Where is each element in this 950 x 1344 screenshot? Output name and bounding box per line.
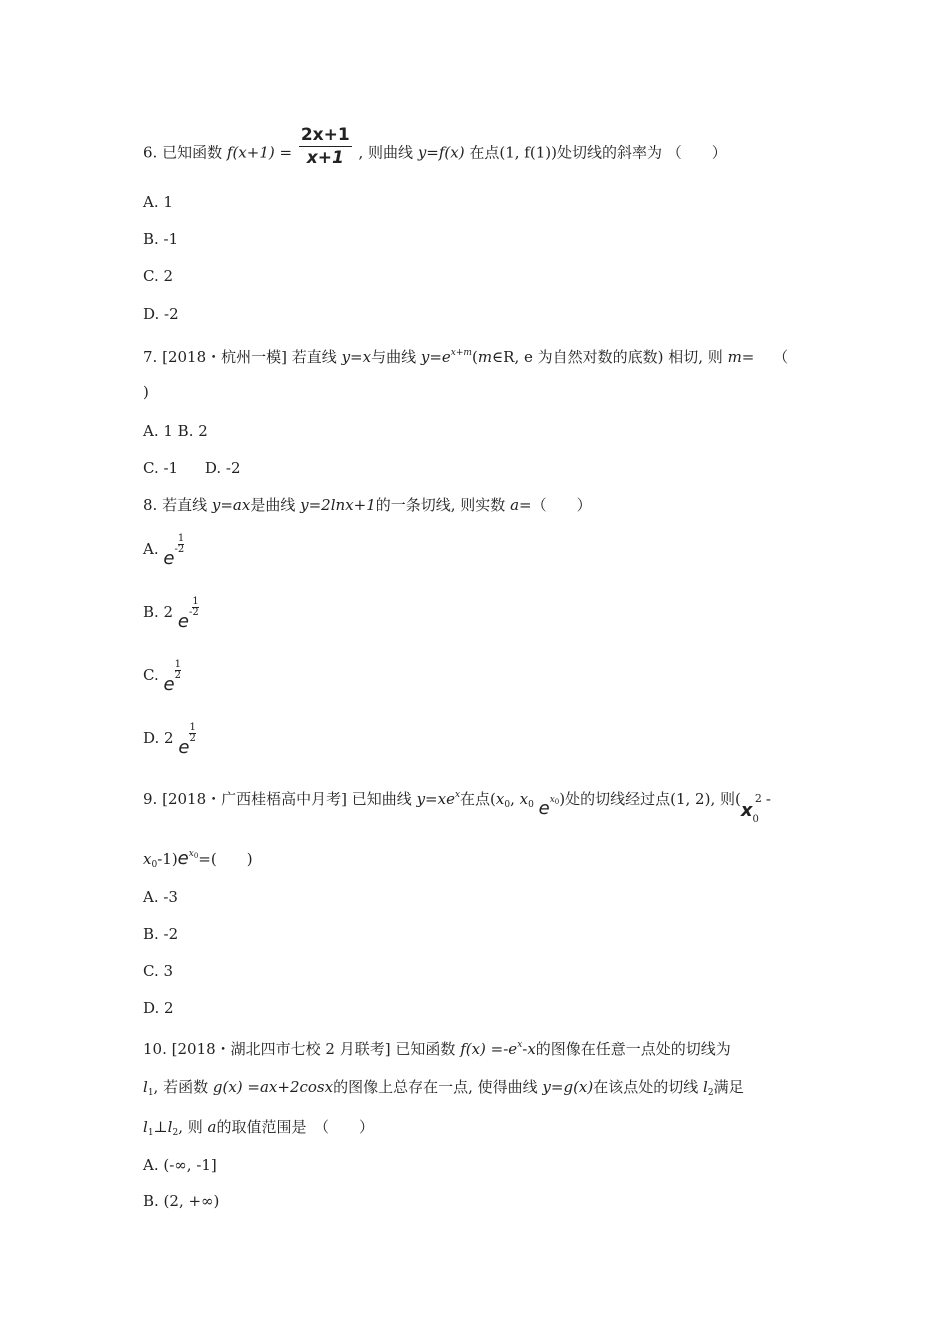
q7-text: ∈R, e 为自然对数的底数) 相切, 则 xyxy=(492,348,723,366)
q9-text: 在点( xyxy=(460,790,496,808)
q9-stem xyxy=(143,784,771,825)
q7-paren-close: ) xyxy=(143,383,149,401)
q6-option-d[interactable]: D. -2 xyxy=(143,305,179,323)
q6-function: f(x+1) = xyxy=(226,143,293,162)
q9-x0: x xyxy=(495,790,505,808)
q10-l: l xyxy=(143,1118,148,1136)
q9-sub: 0 xyxy=(151,860,158,870)
e-symbol: e xyxy=(178,737,190,758)
exponent-fraction xyxy=(189,723,195,744)
q8-option-a[interactable] xyxy=(143,533,185,569)
q8-number: 8. xyxy=(143,496,158,514)
fraction-numerator: 1 xyxy=(189,722,196,733)
q9-text: 已知曲线 xyxy=(351,790,412,808)
fraction-denominator: 2 xyxy=(174,670,181,681)
q10-sub: 1 xyxy=(147,1128,154,1138)
q9-e-power xyxy=(538,795,560,823)
q8-option-b[interactable] xyxy=(143,596,199,632)
q10-stem xyxy=(143,1034,731,1060)
q8-text: 的一条切线, 则实数 xyxy=(375,496,506,514)
q10-option-b[interactable]: B. (2, +∞) xyxy=(143,1192,220,1210)
q10-l: l xyxy=(167,1118,173,1136)
q7-curve: y=e xyxy=(420,348,451,366)
q7-line: y=x xyxy=(341,348,372,366)
q10-sub: 1 xyxy=(147,1088,154,1098)
q8-option-d-expr xyxy=(178,722,196,759)
minus-sign: - xyxy=(174,544,178,555)
q10-sub: 2 xyxy=(172,1128,179,1138)
q10-g-function: g(x) =ax+2cosx xyxy=(212,1078,334,1096)
q10-exponent: x xyxy=(517,1040,523,1050)
q10-text: , 若函数 xyxy=(153,1078,209,1096)
q8-text: 是曲线 xyxy=(250,496,296,514)
e-symbol: e xyxy=(163,548,175,569)
fraction-denominator: 2 xyxy=(189,733,196,744)
q6-curve: y=f(x) xyxy=(417,143,465,162)
q10-text: 的取值范围是 （ ） xyxy=(216,1118,374,1136)
square: 2 xyxy=(754,792,762,805)
q8-option-c-expr xyxy=(163,659,181,696)
q10-function: f(x) =-e xyxy=(460,1040,518,1058)
exponent-sub: 0 xyxy=(554,798,560,806)
q10-text: 在该点处的切线 xyxy=(593,1078,699,1096)
q10-a: a xyxy=(207,1118,217,1136)
q10-l: l xyxy=(143,1078,148,1096)
fraction-denominator: 2 xyxy=(177,544,185,555)
q7-exponent: x+m xyxy=(450,348,472,358)
exponent-sub: 0 xyxy=(193,852,199,860)
q7-options-cd xyxy=(143,457,241,479)
q9-text: )处的切线经过点(1, 2), 则( xyxy=(559,790,741,808)
q7-text: 若直线 xyxy=(291,348,337,366)
fraction-numerator: 1 xyxy=(192,596,199,607)
x-sub: 0 xyxy=(752,814,759,825)
q6-text: 在点(1, f(1))处切线的斜率为 （ ） xyxy=(469,143,727,162)
q6-text: 已知函数 xyxy=(162,143,223,162)
q10-text: 已知函数 xyxy=(395,1040,456,1058)
option-label: A. xyxy=(143,540,159,558)
q8-option-a-expr xyxy=(163,533,185,570)
q10-text: , 则 xyxy=(178,1118,203,1136)
q8-option-b-expr xyxy=(177,596,199,633)
q10-text: 的图像上总存在一点, 使得曲线 xyxy=(333,1078,538,1096)
q8-a-equals: a= xyxy=(510,496,532,514)
q10-text: 的图像在任意一点处的切线为 xyxy=(535,1040,731,1058)
q10-sub: 2 xyxy=(707,1088,714,1098)
fraction-denominator: 2 xyxy=(192,607,199,618)
q6-text: , 则曲线 xyxy=(358,143,414,162)
q10-text: 满足 xyxy=(713,1078,744,1096)
q9-x0-squared xyxy=(740,792,766,825)
q6-number: 6. xyxy=(143,143,158,162)
e-symbol: e xyxy=(163,674,175,695)
q9-text: =( ) xyxy=(198,850,253,868)
exponent-fraction xyxy=(175,660,181,681)
q9-option-d[interactable]: D. 2 xyxy=(143,999,174,1017)
fraction-numerator: 1 xyxy=(177,533,185,544)
q7-source: [2018・杭州一模] xyxy=(162,348,287,366)
minus-sign: - xyxy=(188,607,193,618)
q8-option-d[interactable] xyxy=(143,722,196,758)
q9-option-c[interactable]: C. 3 xyxy=(143,962,174,980)
q7-text: ( xyxy=(471,348,478,366)
q9-e-power xyxy=(178,848,199,873)
q9-x0: x xyxy=(143,850,152,868)
fraction-numerator: 1 xyxy=(174,659,181,670)
q7-m-equals: m= xyxy=(727,348,755,366)
exponent-x: x xyxy=(549,795,555,805)
q10-number: 10. xyxy=(143,1040,167,1058)
q9-sub: 0 xyxy=(504,800,511,810)
q8-option-c[interactable] xyxy=(143,659,181,695)
q8-stem xyxy=(143,494,592,516)
e-symbol: e xyxy=(177,611,189,632)
q9-option-a[interactable]: A. -3 xyxy=(143,888,178,906)
q7-text: 与曲线 xyxy=(371,348,417,366)
q10-l: l xyxy=(703,1078,708,1096)
q9-option-b[interactable]: B. -2 xyxy=(143,925,179,943)
q9-source: [2018・广西桂梧高中月考] xyxy=(162,790,347,808)
q10-stem-line2 xyxy=(143,1076,744,1104)
q6-fraction xyxy=(299,124,352,169)
q7-options-ab[interactable]: A. 1 B. 2 xyxy=(143,422,208,440)
option-label: C. xyxy=(143,666,159,684)
q9-text: -1) xyxy=(157,850,178,868)
q7-paren-open: （ xyxy=(773,348,789,366)
q6-stem xyxy=(143,125,727,169)
q9-comma: , xyxy=(510,790,515,808)
q7-option-d[interactable]: D. -2 xyxy=(204,459,241,477)
q9-x0: x xyxy=(519,790,529,808)
q10-option-a[interactable]: A. (-∞, -1] xyxy=(143,1156,217,1174)
exponent-fraction xyxy=(174,534,184,555)
q9-stem-line2 xyxy=(143,848,253,876)
q6-option-b[interactable]: B. -1 xyxy=(143,230,179,248)
q8-line: y=ax xyxy=(211,496,251,514)
e-symbol: e xyxy=(177,848,189,869)
exponent-x: x xyxy=(188,849,194,859)
q7-m: m xyxy=(477,348,493,366)
q10-stem-line3 xyxy=(143,1116,374,1144)
q7-option-c[interactable]: C. -1 xyxy=(143,459,179,477)
q10-g-curve: y=g(x) xyxy=(542,1078,594,1096)
q9-number: 9. xyxy=(143,790,158,808)
q6-option-c[interactable]: C. 2 xyxy=(143,267,174,285)
fraction-denominator: x+1 xyxy=(306,148,344,168)
exponent-fraction xyxy=(189,597,199,618)
q9-exponent: x xyxy=(454,790,461,800)
q6-option-a[interactable]: A. 1 xyxy=(143,193,173,211)
q10-function-tail: -x xyxy=(522,1040,536,1058)
fraction-numerator: 2x+1 xyxy=(300,125,350,145)
e-symbol: e xyxy=(538,798,550,819)
q10-source: [2018・湖北四市七校 2 月联考] xyxy=(171,1040,391,1058)
q7-stem xyxy=(143,342,788,368)
option-label: B. 2 xyxy=(143,603,174,621)
q7-number: 7. xyxy=(143,348,158,366)
q9-sub: 0 xyxy=(528,800,534,810)
perpendicular-symbol: ⊥ xyxy=(153,1118,168,1136)
q9-minus: - xyxy=(765,790,771,808)
q9-curve: y=xe xyxy=(416,790,455,808)
option-label: D. 2 xyxy=(143,729,174,747)
q8-curve: y=2lnx+1 xyxy=(300,496,376,514)
q8-text: （ ） xyxy=(531,496,592,514)
x-symbol: x xyxy=(740,800,753,821)
q8-text: 若直线 xyxy=(162,496,208,514)
